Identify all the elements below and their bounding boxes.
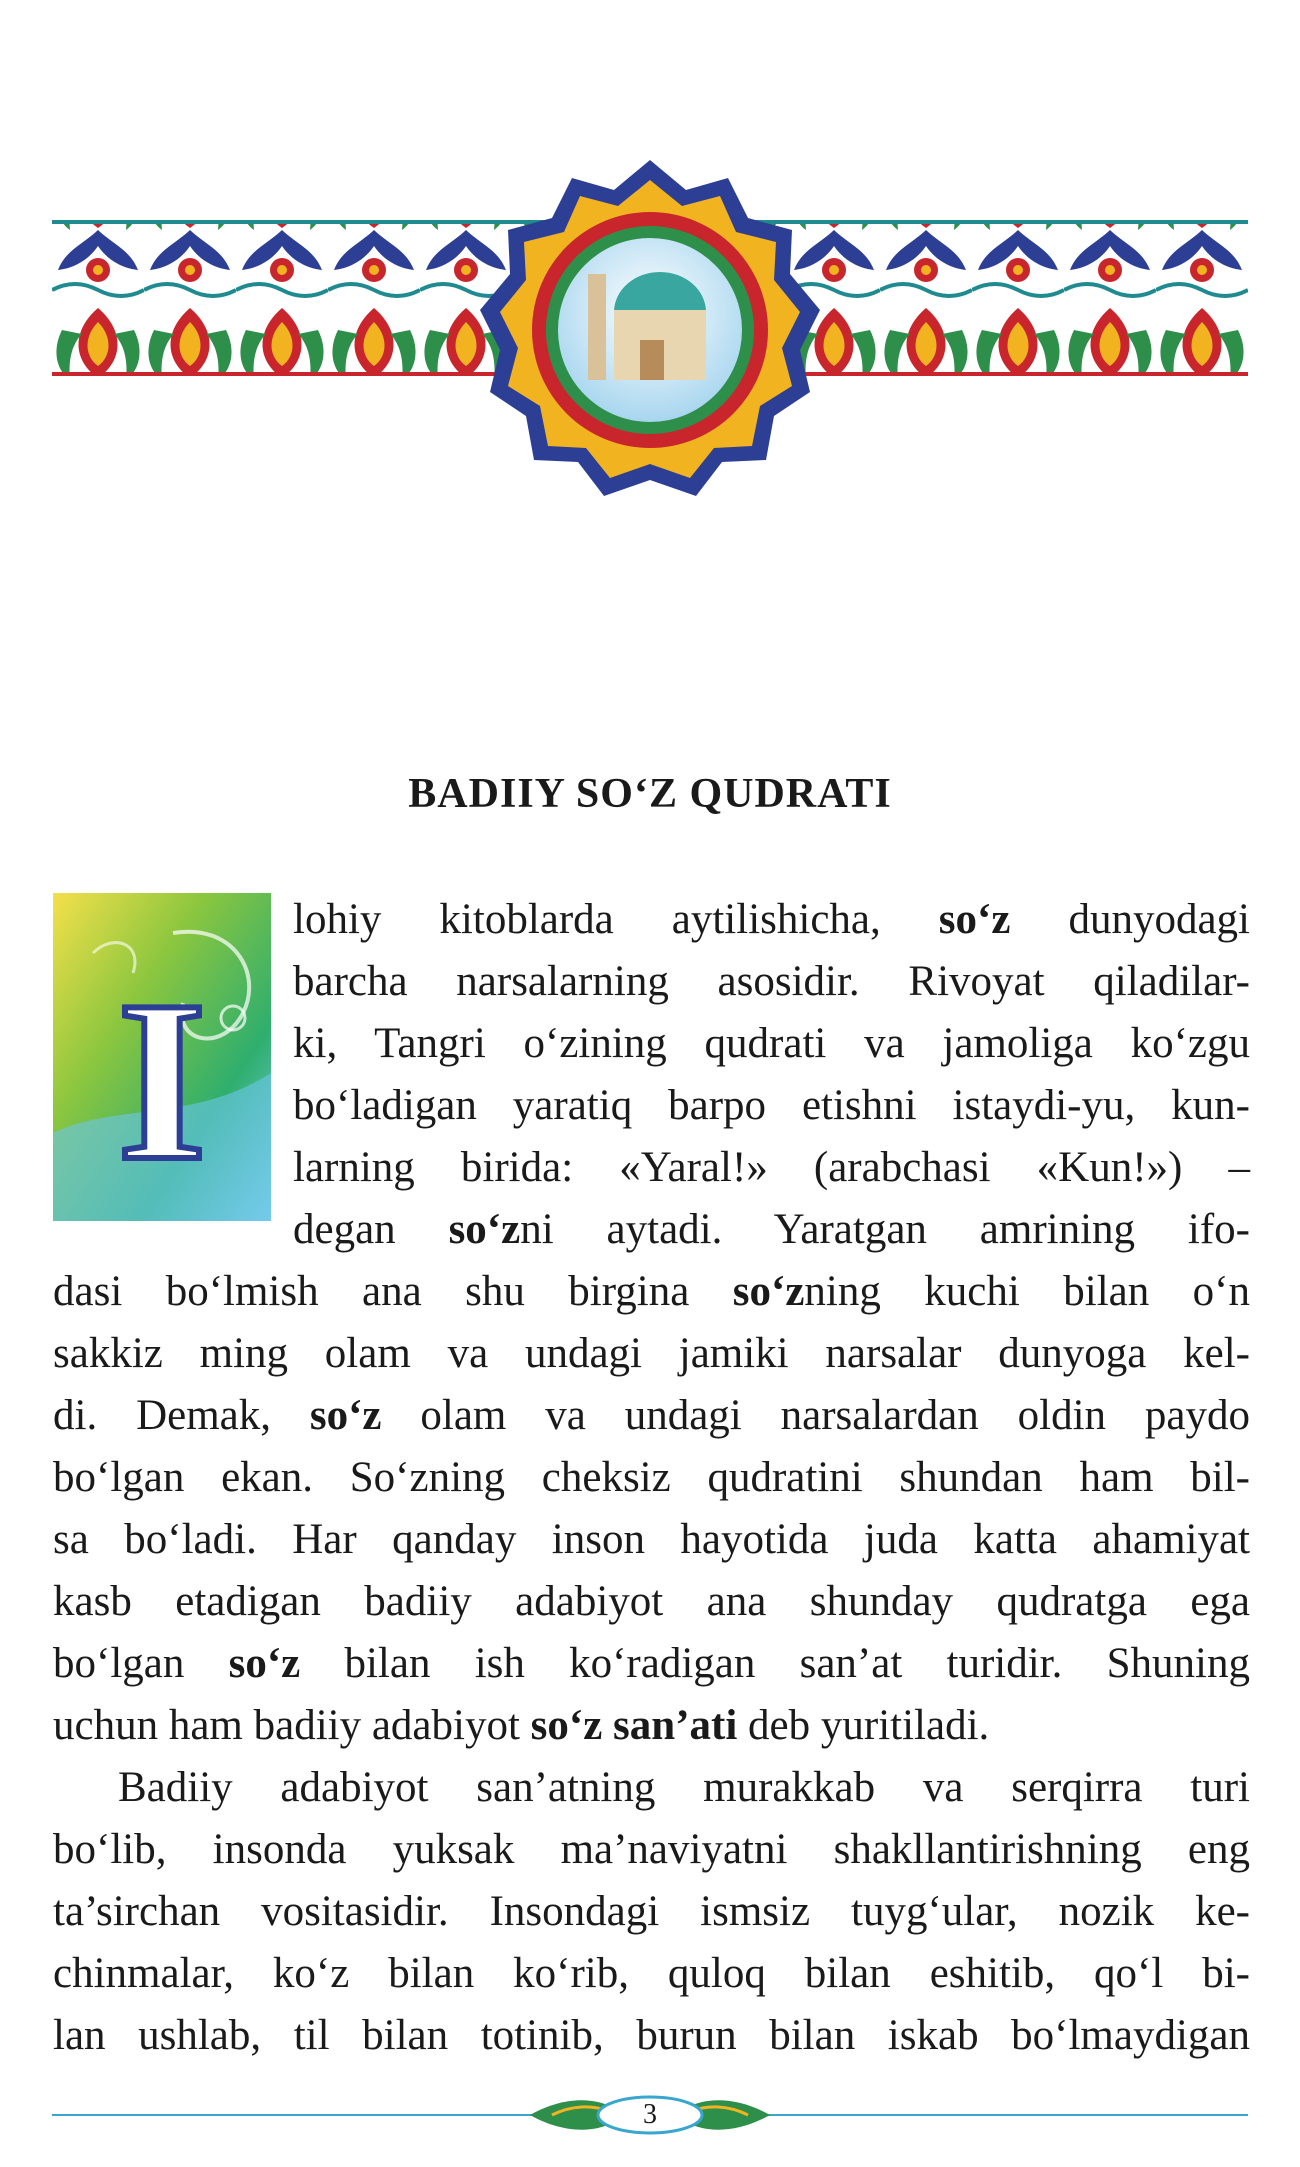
text-line xyxy=(293,1075,1250,1137)
text-run: bo‘ladigan yaratiq barpo etishni istaydi-yu, kun- xyxy=(293,1082,1250,1129)
text-run: Badiiy adabiyot san’atning murakkab va serqirra turi xyxy=(118,1764,1250,1811)
text-run: bo‘lgan ekan. So‘zning cheksiz qudratini shundan ham bil- xyxy=(53,1454,1250,1501)
text-line xyxy=(53,1819,1250,1881)
text-line xyxy=(53,1943,1250,2005)
text-run: larning birida: «Yaral!» (arabchasi «Kun!») – xyxy=(293,1144,1250,1191)
chapter-title: BADIIY SO‘Z QUDRATI xyxy=(408,771,892,817)
drop-cap-letter: I xyxy=(117,953,207,1208)
text-run: lan ushlab, til bilan totinib, burun bilan iskab bo‘lmaydigan xyxy=(53,2012,1250,2059)
bold-term: so‘z san’ati xyxy=(530,1702,738,1749)
paragraph-2 xyxy=(53,1757,1250,2067)
text-line xyxy=(293,1013,1250,1075)
text-run: sakkiz ming olam va undagi jamiki narsalar dunyoga kel- xyxy=(53,1330,1250,1377)
text-line xyxy=(293,889,1250,951)
text-run: bilan ish ko‘radigan san’at turidir. Shuning xyxy=(300,1640,1250,1687)
medallion xyxy=(480,160,820,496)
text-run: chinmalar, ko‘z bilan ko‘rib, quloq bilan eshitib, qo‘l bi- xyxy=(53,1950,1250,1997)
text-run: bo‘lgan xyxy=(53,1640,229,1687)
text-line xyxy=(293,1199,1250,1261)
text-run: olam va undagi narsalardan oldin paydo xyxy=(381,1392,1250,1439)
text-line xyxy=(53,1571,1250,1633)
bold-term: so‘z xyxy=(448,1206,521,1253)
text-run: deb yuritiladi. xyxy=(737,1702,990,1749)
text-line xyxy=(293,951,1250,1013)
text-run: ni aytadi. Yaratgan amrining ifo- xyxy=(520,1206,1250,1253)
text-run: ning kuchi bilan o‘n xyxy=(804,1268,1250,1315)
text-run: degan xyxy=(293,1206,449,1253)
text-run: kasb etadigan badiiy adabiyot ana shunday qudratga ega xyxy=(53,1578,1250,1625)
text-run: lohiy kitoblarda aytilishicha, xyxy=(293,896,939,943)
text-run: uchun ham badiiy adabiyot xyxy=(53,1702,531,1749)
text-run: dasi bo‘lmish ana shu birgina xyxy=(53,1268,733,1315)
text-line xyxy=(53,1447,1250,1509)
text-run: dunyodagi xyxy=(1010,896,1250,943)
text-line xyxy=(53,1509,1250,1571)
text-line xyxy=(53,1695,1250,1757)
text-line xyxy=(53,1385,1250,1447)
bold-term: so‘z xyxy=(309,1392,382,1439)
text-run: ki, Tangri o‘zining qudrati va jamoliga ko‘zgu xyxy=(293,1020,1250,1067)
bold-term: so‘z xyxy=(938,896,1011,943)
text-line xyxy=(53,1757,1250,1819)
text-line xyxy=(53,1323,1250,1385)
bold-term: so‘z xyxy=(732,1268,805,1315)
text-run: di. Demak, xyxy=(53,1392,310,1439)
text-line xyxy=(53,1633,1250,1695)
text-line xyxy=(53,2005,1250,2067)
text-line xyxy=(293,1137,1250,1199)
page-number: 3 xyxy=(643,2099,657,2130)
text-run: barcha narsalarning asosidir. Rivoyat qiladilar- xyxy=(293,958,1250,1005)
ornamental-banner xyxy=(52,150,1248,500)
text-line xyxy=(53,1881,1250,1943)
text-line xyxy=(53,1261,1250,1323)
text-run: sa bo‘ladi. Har qanday inson hayotida juda katta ahamiyat xyxy=(53,1516,1250,1563)
text-run: ta’sirchan vositasidir. Insondagi ismsiz tuyg‘ular, nozik ke- xyxy=(53,1888,1250,1935)
paragraph-1 xyxy=(53,889,1250,1757)
bold-term: so‘z xyxy=(228,1640,301,1687)
text-run: bo‘lib, insonda yuksak ma’naviyatni shakllantirishning eng xyxy=(53,1826,1250,1873)
